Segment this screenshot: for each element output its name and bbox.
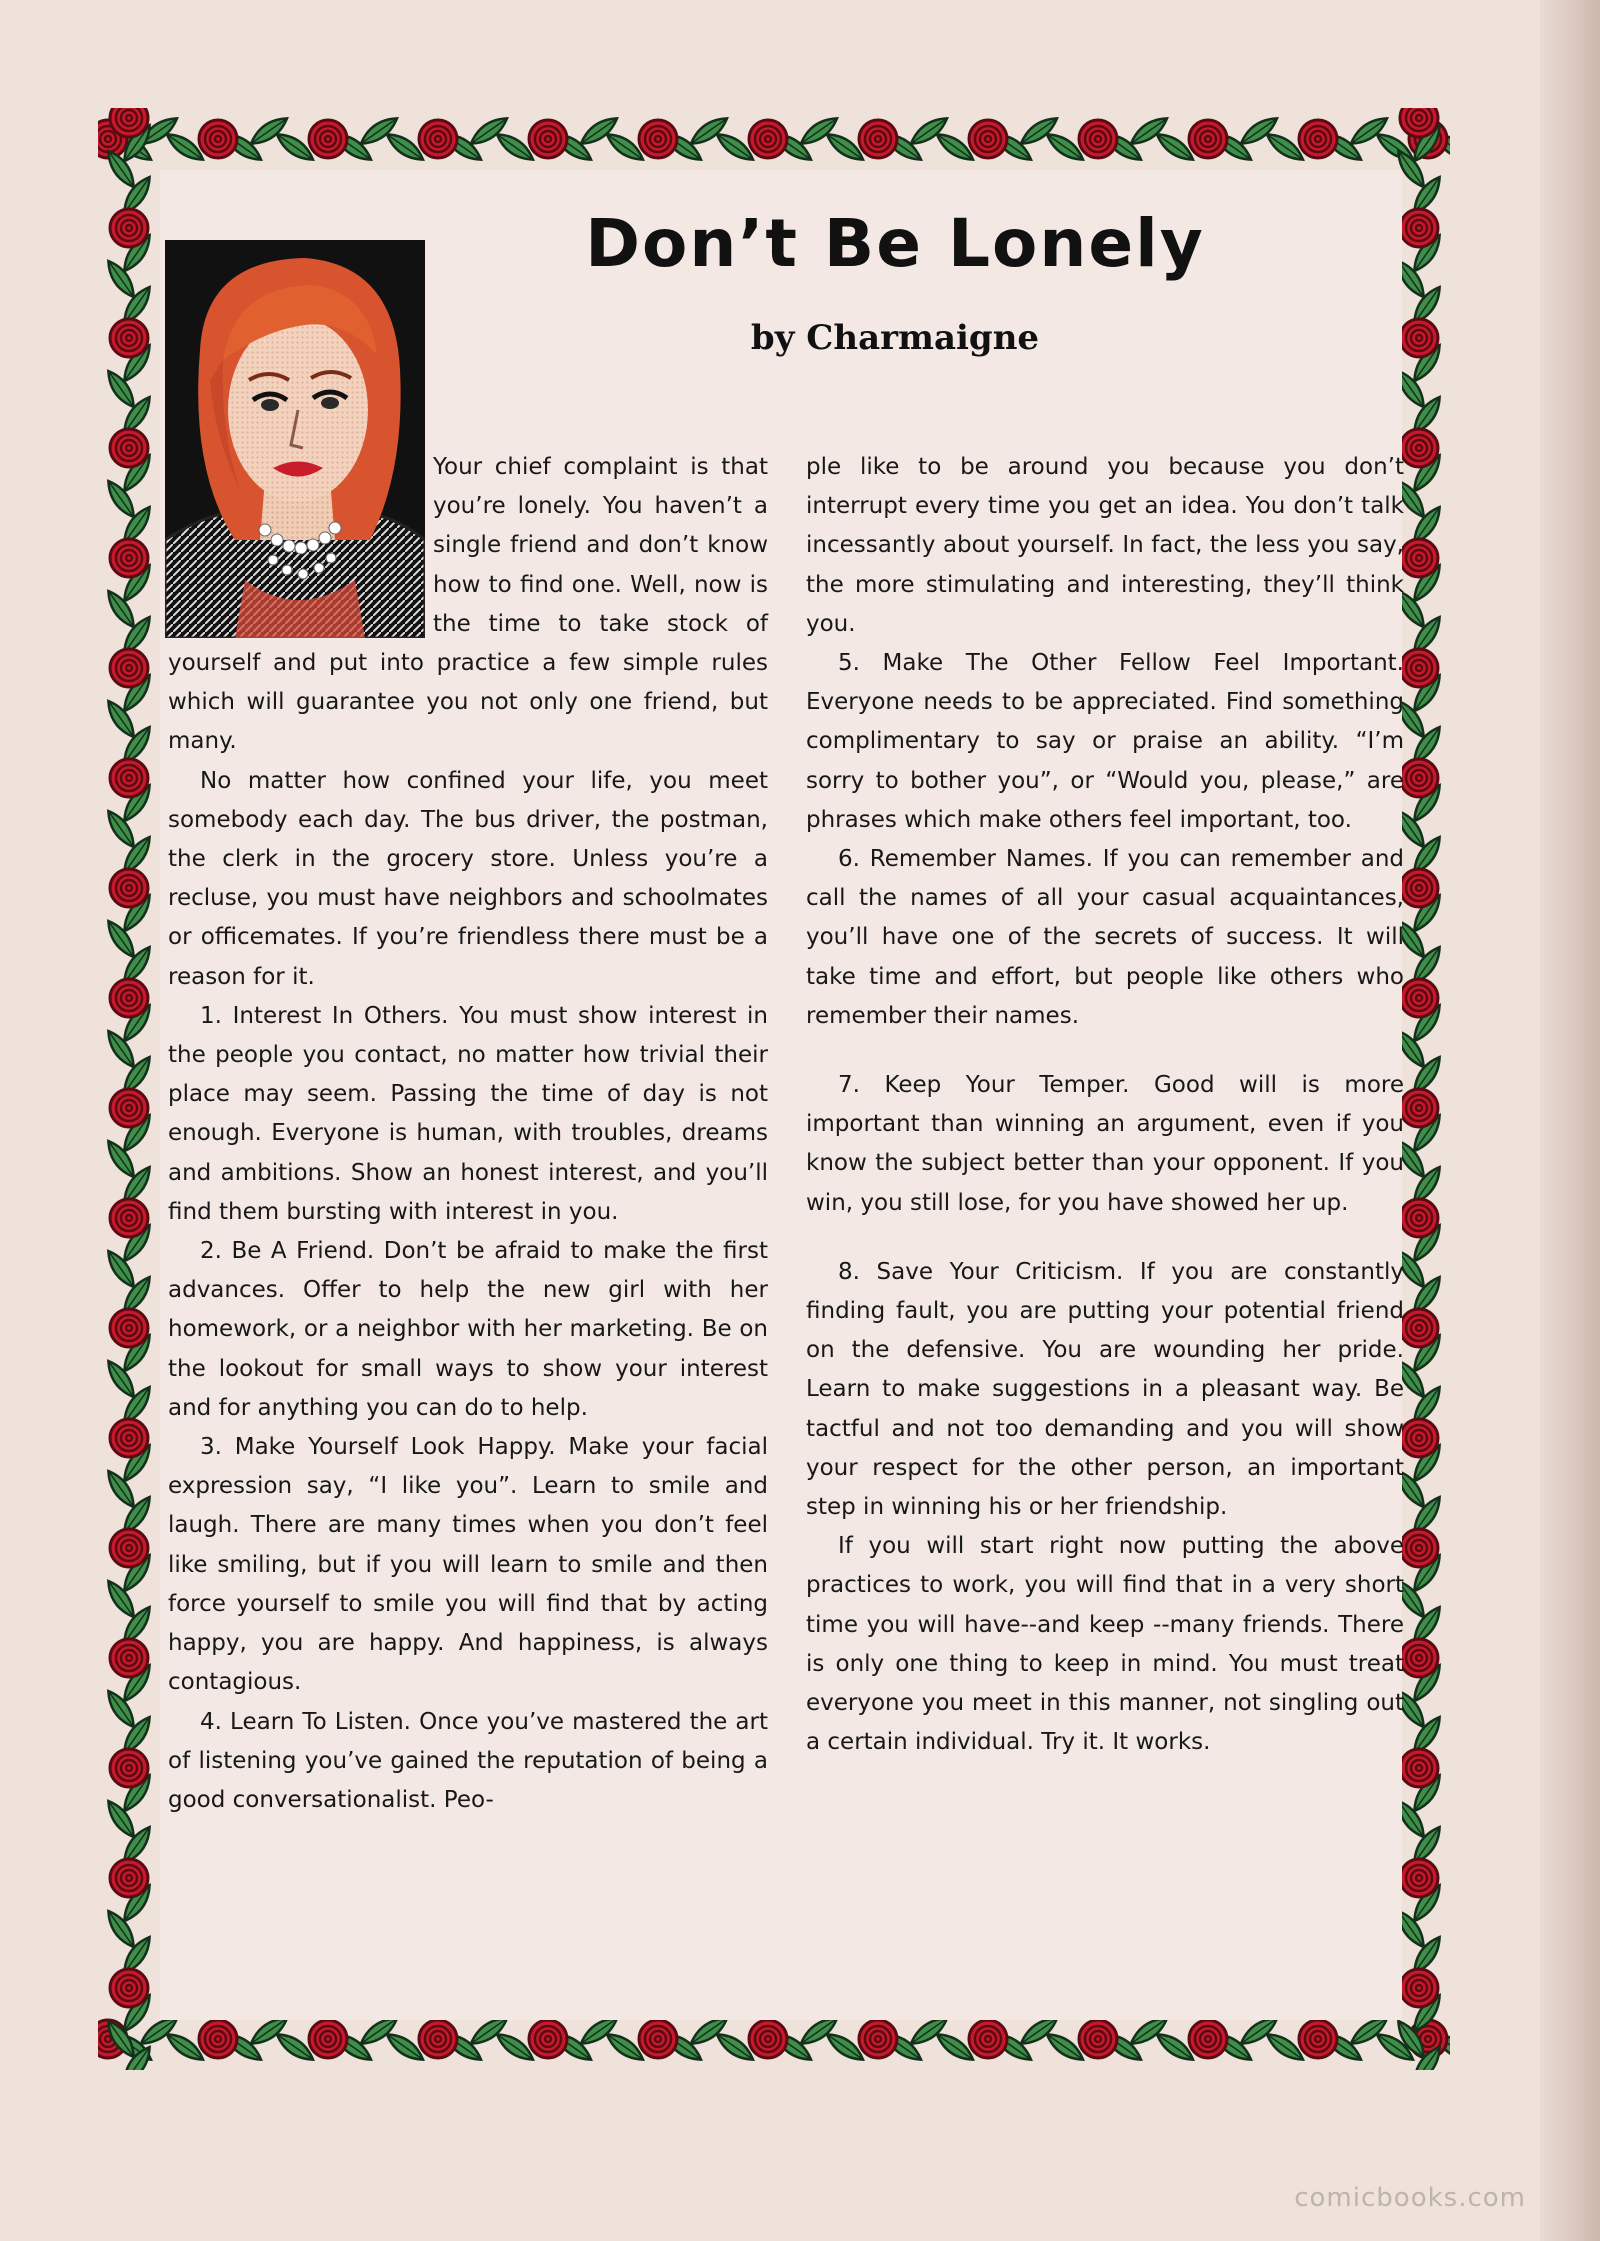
right-column xyxy=(806,448,1404,1763)
rose-icon xyxy=(969,2020,1007,2058)
rose-icon xyxy=(1299,2020,1337,2058)
rose-icon xyxy=(529,120,567,158)
rose-icon xyxy=(1400,1639,1438,1677)
rose-icon xyxy=(859,2020,897,2058)
border-pattern xyxy=(98,108,1450,170)
paragraph-confined-life: No matter how confined your life, you meet somebody each day. The bus driver, the postman, the clerk in the grocery store. Unless you’re a recluse, you must have neighbors and schoolmates or officemates. If you’re friendless there must be a reason for it. xyxy=(168,767,768,990)
rose-icon xyxy=(859,120,897,158)
rose-icon xyxy=(1299,120,1337,158)
rose-icon xyxy=(199,2020,237,2058)
rose-icon xyxy=(1400,759,1438,797)
rose-icon xyxy=(110,1419,148,1457)
rose-icon xyxy=(419,120,457,158)
rose-icon xyxy=(1400,1859,1438,1897)
rose-icon xyxy=(749,120,787,158)
rose-icon xyxy=(1400,108,1438,137)
rose-icon xyxy=(639,120,677,158)
rose-icon xyxy=(529,2020,567,2058)
paragraph-rule-6: 6. Remember Names. If you can remember and call the names of all your casual acquaintances, you’ll have one of the secrets of success. It will take time and effort, but people like others who remember their names. xyxy=(806,846,1404,1029)
paragraph-rule-4: 4. Learn To Listen. Once you’ve mastered the art of listening you’ve gained the reputation of being a good conversationalist. Peo- xyxy=(168,1708,768,1813)
rose-icon xyxy=(110,979,148,1017)
border-pattern xyxy=(98,108,160,2070)
rose-icon xyxy=(1400,539,1438,577)
rose-icon xyxy=(110,1859,148,1897)
rose-icon xyxy=(1400,209,1438,247)
paragraph-intro: Your chief complaint is that you’re lonely. You haven’t a single friend and don’t know how to find one. Well, now is the time to take stock of yourself and put into practice a few simple rules which will guarantee you not only one friend, but many. xyxy=(168,454,768,755)
rose-icon xyxy=(110,1969,148,2007)
rose-icon xyxy=(110,649,148,687)
rose-icon xyxy=(110,1199,148,1237)
rose-icon xyxy=(1400,1749,1438,1787)
rose-icon xyxy=(199,120,237,158)
rose-icon xyxy=(1400,869,1438,907)
rose-icon xyxy=(969,120,1007,158)
paragraph-rule-2: 2. Be A Friend. Don’t be afraid to make the first advances. Offer to help the new girl with her homework, or a neighbor with her marketing. Be on the lookout for small ways to show your interest and for anything you can do to help. xyxy=(168,1238,768,1421)
rose-icon xyxy=(309,2020,347,2058)
rose-icon xyxy=(1400,1419,1438,1457)
rose-icon xyxy=(110,1529,148,1567)
rose-icon xyxy=(1400,1529,1438,1567)
border-left xyxy=(98,108,160,2070)
rose-icon xyxy=(1400,1199,1438,1237)
rose-icon xyxy=(1400,319,1438,357)
rose-icon xyxy=(419,2020,457,2058)
page-spine-shadow xyxy=(1540,0,1600,2241)
watermark-text: comicbooks.com xyxy=(1294,2183,1526,2213)
rose-icon xyxy=(1400,429,1438,467)
rose-icon xyxy=(110,1089,148,1127)
rose-icon xyxy=(110,1309,148,1347)
paragraph-rule-8: 8. Save Your Criticism. If you are constantly finding fault, you are putting your potential friend on the defensive. You are wounding her pride. Learn to make suggestions in a pleasant way. Be tactful and not too demanding and you will show your respect for the other person, an important step in winning his or her friendship. xyxy=(806,1258,1404,1521)
rose-icon xyxy=(110,759,148,797)
rose-icon xyxy=(1400,1309,1438,1347)
rose-icon xyxy=(639,2020,677,2058)
article-byline: by Charmaigne xyxy=(750,318,1040,358)
left-column xyxy=(168,448,768,1820)
rose-icon xyxy=(1189,120,1227,158)
rose-icon xyxy=(1400,979,1438,1017)
rose-icon xyxy=(1400,1969,1438,2007)
article-title: Don’t Be Lonely xyxy=(585,205,1205,282)
paragraph-rule-3: 3. Make Yourself Look Happy. Make your facial expression say, “I like you”. Learn to smile and laugh. There are many times when you don’t feel like smiling, but if you will learn to smile and then force yourself to smile you will find that by acting happy, you are happy. And happiness, is always contagious. xyxy=(168,1434,768,1696)
rose-icon xyxy=(110,1749,148,1787)
rose-icon xyxy=(110,539,148,577)
rose-icon xyxy=(1400,649,1438,687)
rose-icon xyxy=(110,209,148,247)
rose-icon xyxy=(309,120,347,158)
rose-icon xyxy=(1189,2020,1227,2058)
portrait-wrap-space xyxy=(168,448,433,636)
rose-icon xyxy=(1079,120,1117,158)
rose-icon xyxy=(110,319,148,357)
paragraph-rule-1: 1. Interest In Others. You must show interest in the people you contact, no matter how trivial their place may seem. Passing the time of day is not enough. Everyone is human, with troubles, dreams and ambitions. Show an honest interest, and you’ll find them bursting with interest in you. xyxy=(168,1002,768,1225)
border-top xyxy=(98,108,1450,170)
paragraph-conclusion: If you will start right now putting the above practices to work, you will find that in a very short time you will have--and keep --many friends. There is only one thing to keep in mind. You must treat everyone you meet in this manner, not singling out a certain individual. Try it. It works. xyxy=(806,1533,1404,1756)
paragraph-rule-5: 5. Make The Other Fellow Feel Important. Everyone needs to be appreciated. Find something complimentary to say or praise an ability. “I’m sorry to bother you”, or “Would you, please,” are phrases which make others feel important, too. xyxy=(806,650,1404,833)
rose-icon xyxy=(1079,2020,1117,2058)
rose-icon xyxy=(110,108,148,137)
paragraph-rule-7: 7. Keep Your Temper. Good will is more important than winning an argument, even if you know the subject better than your opponent. If you win, you still lose, for you have showed her up. xyxy=(806,1072,1404,1216)
rose-icon xyxy=(110,869,148,907)
rose-icon xyxy=(749,2020,787,2058)
rose-icon xyxy=(1400,1089,1438,1127)
paragraph-continued: ple like to be around you because you don’t interrupt every time you get an idea. You don’t talk incessantly about yourself. In fact, the less you say, the more stimulating and interesting, they’ll think you. xyxy=(806,454,1404,637)
rose-icon xyxy=(110,1639,148,1677)
rose-icon xyxy=(110,429,148,467)
